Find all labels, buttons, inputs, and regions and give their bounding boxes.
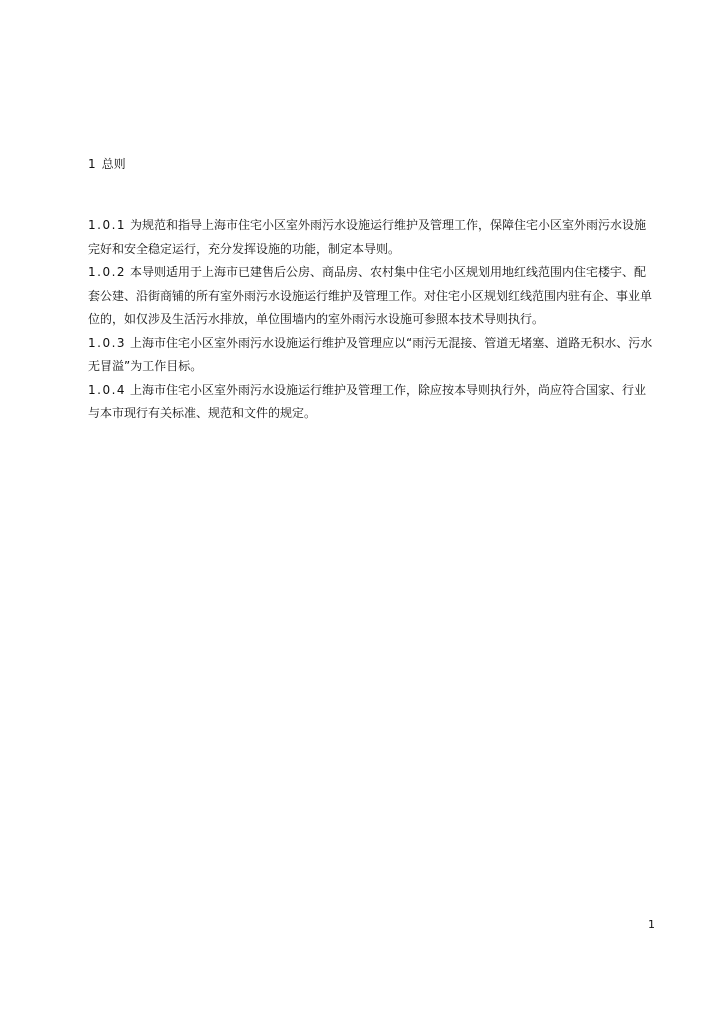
clause-1-0-4 (88, 379, 656, 426)
clause-1-0-2 (88, 261, 656, 332)
clause-number: 1.0.2 (88, 265, 127, 279)
clause-text: 上海市住宅小区室外雨污水设施运行维护及管理应以“雨污无混接、管道无堵塞、道路无积水、污水无冒溢”为工作目标。 (88, 335, 653, 373)
section-body (88, 214, 656, 426)
clause-1-0-1 (88, 214, 656, 261)
clause-number: 1.0.1 (88, 218, 127, 232)
page-number: 1 (648, 918, 655, 931)
clause-1-0-3 (88, 332, 656, 379)
section-heading (88, 156, 126, 172)
clause-number: 1.0.4 (88, 382, 127, 397)
section-title: 总则 (101, 157, 126, 171)
clause-number: 1.0.3 (88, 335, 127, 350)
section-number: 1 (88, 157, 96, 171)
clause-text: 为规范和指导上海市住宅小区室外雨污水设施运行维护及管理工作，保障住宅小区室外雨污水设施完好和安全稳定运行，充分发挥设施的功能，制定本导则。 (88, 218, 647, 256)
clause-text: 上海市住宅小区室外雨污水设施运行维护及管理工作，除应按本导则执行外，尚应符合国家、行业与本市现行有关标准、规范和文件的规定。 (88, 382, 647, 420)
clause-text: 本导则适用于上海市已建售后公房、商品房、农村集中住宅小区规划用地红线范围内住宅楼宇、配套公建、沿街商铺的所有室外雨污水设施运行维护及管理工作。对住宅小区规划红线范围内驻有企、事业单位的，如仅涉及生活污水排放，单位围墙内的室外雨污水设施可参照本技术导则执行。 (88, 265, 653, 326)
